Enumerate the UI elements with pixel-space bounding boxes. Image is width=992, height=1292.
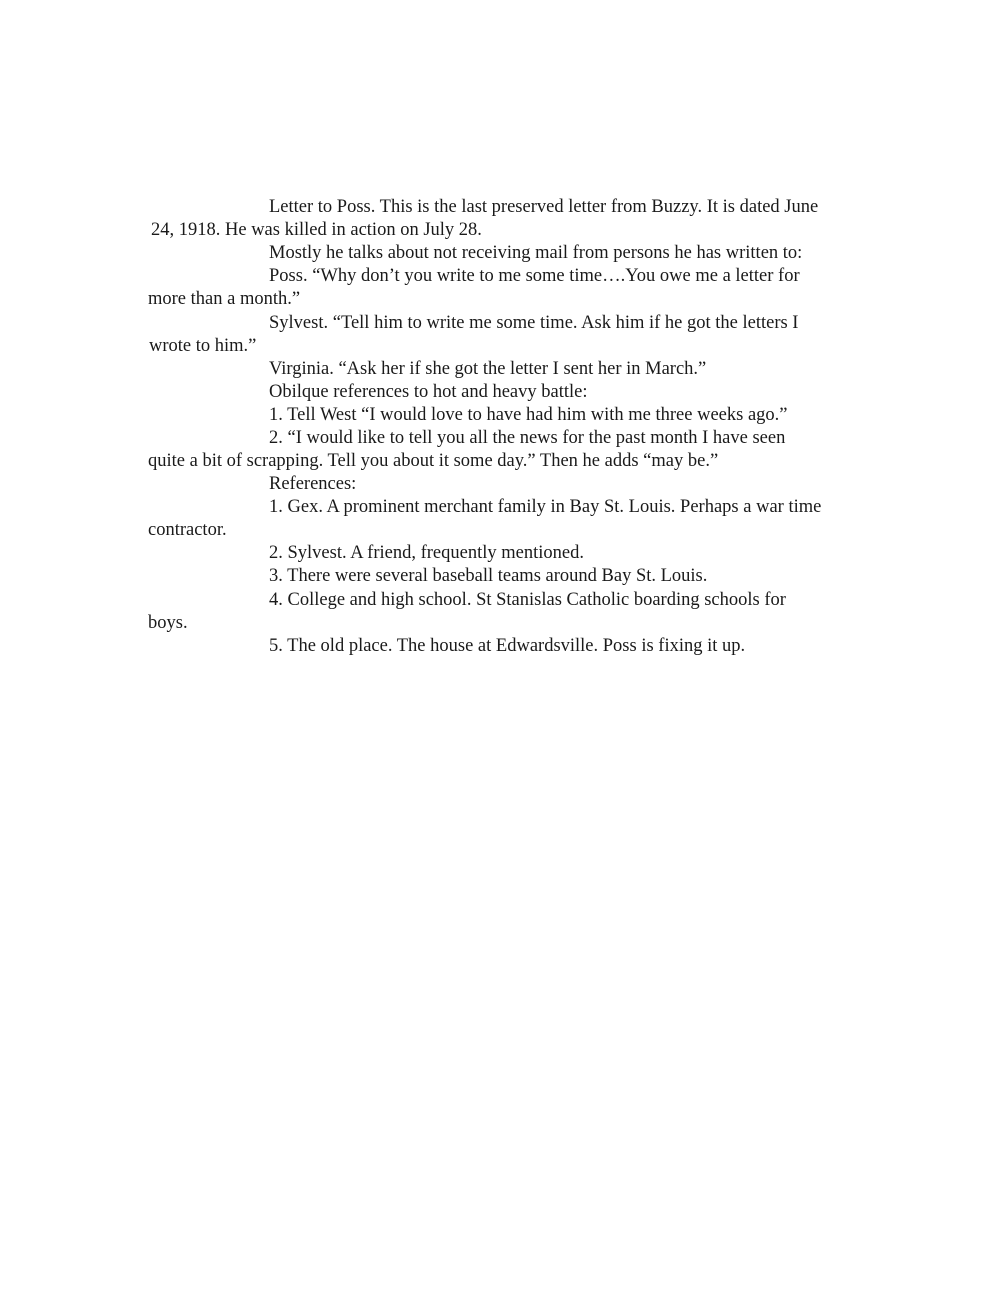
text-line: 1. Tell West “I would love to have had him with me three weeks ago.” (269, 405, 788, 425)
text-line: Obilque references to hot and heavy battle: (269, 382, 588, 402)
text-line: contractor. (148, 520, 227, 540)
text-line: Mostly he talks about not receiving mail from persons he has written to: (269, 243, 803, 263)
text-line: 5. The old place. The house at Edwardsville. Poss is fixing it up. (269, 636, 746, 656)
text-line: 3. There were several baseball teams around Bay St. Louis. (269, 566, 708, 586)
text-line: 24, 1918. He was killed in action on July 28. (151, 220, 482, 240)
text-line: 4. College and high school. St Stanislas Catholic boarding schools for (269, 590, 786, 610)
text-line: Virginia. “Ask her if she got the letter I sent her in March.” (269, 359, 707, 379)
text-line: 2. Sylvest. A friend, frequently mentioned. (269, 543, 584, 563)
text-line: References: (269, 474, 357, 494)
text-line: Letter to Poss. This is the last preserved letter from Buzzy. It is dated June (269, 197, 819, 217)
text-line: Poss. “Why don’t you write to me some time….You owe me a letter for (269, 266, 800, 286)
text-line: Sylvest. “Tell him to write me some time. Ask him if he got the letters I (269, 313, 799, 333)
text-line: 2. “I would like to tell you all the news for the past month I have seen (269, 428, 786, 448)
text-line: wrote to him.” (149, 336, 257, 356)
text-line: more than a month.” (148, 289, 301, 309)
text-line: quite a bit of scrapping. Tell you about it some day.” Then he adds “may be.” (148, 451, 719, 471)
text-line: 1. Gex. A prominent merchant family in Bay St. Louis. Perhaps a war time (269, 497, 822, 517)
text-line: boys. (148, 613, 188, 633)
